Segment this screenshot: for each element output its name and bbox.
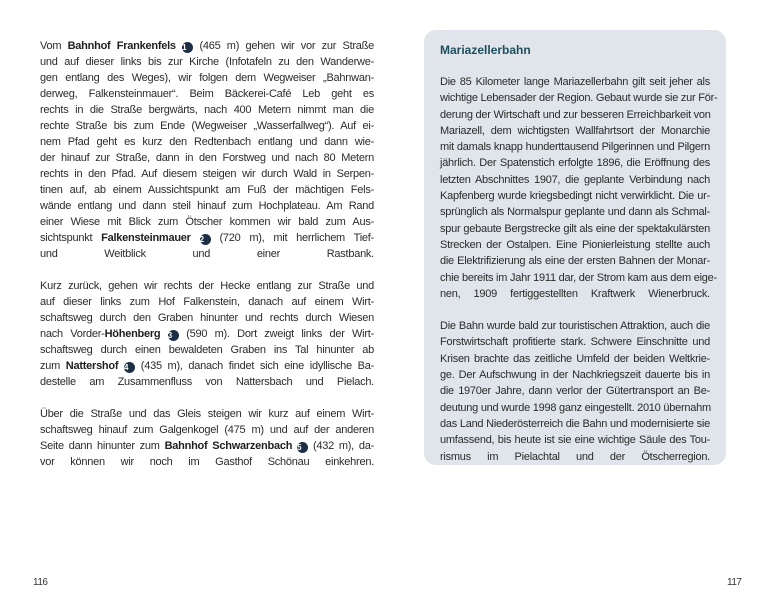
- text-segment: tinen auf, ab einem Aussichtspunkt am Fuß der mächtigen Fels-: [40, 184, 374, 196]
- text-segment: schaftsweg durch einen bewaldeten Graben ins Tal hinunter ab: [40, 344, 374, 356]
- text-line: [40, 214, 374, 230]
- text-line: [440, 107, 710, 123]
- text-line: [40, 102, 374, 118]
- text-segment: die 1970er Jahre, dann verlor der Gütertransport an Be-: [440, 385, 710, 398]
- text-line: [40, 438, 374, 454]
- text-segment: wände entlang und dann steil hinauf zum Hochplateau. Am Rand: [40, 200, 374, 212]
- text-segment: die Elektrifizierung als eine der ersten Bahnen der Monar-: [440, 255, 710, 268]
- text-segment: Die 85 Kilometer lange Mariazellerbahn gilt seit jeher als: [440, 76, 710, 88]
- text-segment: Kurz zurück, gehen wir rechts der Hecke entlang zur Straße und: [40, 280, 374, 292]
- text-segment: Mariazell, dem wichtigsten Wallfahrtsort der Monarchie: [440, 124, 710, 137]
- text-segment: Krisen brachte das zeitliche Umfeld der beiden Weltkrie-: [440, 352, 710, 365]
- text-line: [440, 351, 710, 367]
- text-line: [440, 286, 710, 302]
- text-segment: einer Wiese mit Blick zum Ötscher kommen wir bald zum Aus-: [40, 216, 374, 228]
- text-line: [40, 86, 374, 102]
- waypoint-number-marker: 3: [168, 330, 179, 341]
- text-segment: nach Vorder-: [40, 328, 105, 340]
- text-segment: letzten Abschnittes 1907, die geplante Verbindung nach: [440, 173, 710, 186]
- place-name: Bahnhof Frankenfels: [67, 40, 176, 52]
- page-number-right: 117: [727, 577, 742, 588]
- text-line: [440, 155, 710, 171]
- text-segment: Strecken der Ostalpen. Eine Pionierleistung stellte auch: [440, 238, 710, 251]
- text-line: [440, 367, 710, 383]
- text-segment: ge. Der Aufschwung in der Nachkriegszeit dauerte bis in: [440, 369, 710, 382]
- text-segment: spur gebaute Bergstrecke gilt als eine der spektakulärsten: [440, 222, 710, 235]
- text-segment: (432 m), da-: [308, 440, 374, 452]
- text-line: [40, 454, 374, 470]
- text-line: [440, 188, 710, 204]
- text-segment: derung der Wirtschaft und zur besseren Erreichbarkeit von: [440, 108, 711, 121]
- text-line: [440, 221, 710, 237]
- text-segment: derweg, Falkensteinmauer“. Beim Bäckerei-Café Leb geht es: [40, 88, 374, 100]
- text-segment: rechts in die Straße bergwärts, nach 400 Metern nimmt man die: [40, 104, 374, 116]
- waypoint-number-marker: 2: [200, 234, 211, 245]
- place-name: Nattershof: [65, 360, 119, 372]
- text-line: [440, 237, 710, 253]
- text-segment: nen, 1909 fertiggestellten Kraftwerk Wienerbruck.: [440, 287, 710, 300]
- text-line: [40, 150, 374, 166]
- text-segment: destelle am Zusammenfluss von Nattersbach und Pielach.: [40, 376, 374, 388]
- waypoint-number-marker: 4: [124, 362, 135, 373]
- text-segment: auf dieser links zum Hof Falkenstein, danach auf einem Wirt-: [40, 296, 374, 308]
- text-line: [440, 318, 710, 334]
- text-segment: wichtige Lebensader der Region. Gebaut wurde sie zur För-: [440, 92, 718, 105]
- text-line: [40, 278, 374, 294]
- text-segment: und Weitblick und einer Rastbank.: [40, 248, 374, 260]
- text-line: [440, 74, 710, 90]
- text-segment: (435 m), danach findet sich eine idyllische Ba-: [135, 360, 374, 372]
- text-line: [440, 123, 710, 139]
- text-segment: rismus im Pielachtal und der Ötscherregion.: [440, 450, 710, 463]
- place-name: Falkensteinmauer: [101, 232, 191, 244]
- text-line: [40, 374, 374, 390]
- text-segment: Über die Straße und das Gleis steigen wir kurz auf einem Wirt-: [40, 408, 374, 420]
- left-page-body: [40, 38, 374, 486]
- waypoint-number-marker: 1: [182, 42, 193, 53]
- text-segment: schaftsweg hinauf zum Galgenkogel (475 m) und auf der anderen: [40, 424, 374, 436]
- text-line: [440, 253, 710, 269]
- text-segment: [191, 232, 200, 244]
- text-line: [40, 358, 374, 374]
- text-segment: schaftsweg durch den Graben hinunter und rechts durch Wiesen: [40, 312, 374, 324]
- text-segment: Die Bahn wurde bald zur touristischen Attraktion, auch die: [440, 320, 710, 333]
- text-segment: umfassend, bis heute ist sie eine wichtige Säule des Tou-: [440, 434, 710, 447]
- text-line: [40, 182, 374, 198]
- text-line: [440, 334, 710, 350]
- text-line: [40, 198, 374, 214]
- text-line: [40, 294, 374, 310]
- text-segment: das Land Niederösterreich die Bahn und modernisierte sie: [440, 417, 710, 430]
- text-line: [40, 54, 374, 70]
- paragraph: [40, 38, 374, 262]
- text-line: [40, 310, 374, 326]
- text-line: [40, 70, 374, 86]
- text-line: [40, 326, 374, 342]
- paragraph: [40, 406, 374, 470]
- text-line: [440, 400, 710, 416]
- text-line: [40, 422, 374, 438]
- page-number-left: 116: [33, 577, 48, 588]
- text-segment: rechte Straße bis zum Ende (Wegweiser „Wasserfallweg“). Auf ei-: [40, 120, 374, 132]
- text-line: [40, 230, 374, 246]
- text-line: [440, 416, 710, 432]
- text-segment: und auf dieser links bis zur Kirche (Infotafeln zu den Wanderwe-: [40, 56, 374, 68]
- text-segment: rechts in den Pfad. Auf diesem steigen wir durch Wald in Serpen-: [40, 168, 374, 180]
- text-segment: zum: [40, 360, 66, 372]
- place-name: Bahnhof Schwarzenbach: [164, 440, 293, 452]
- text-segment: Kapfenberg wurde kriegsbedingt nicht verwirklicht. Die ur-: [440, 190, 710, 203]
- text-line: [440, 449, 710, 465]
- text-line: [40, 166, 374, 182]
- info-box-mariazellerbahn: [424, 30, 726, 465]
- waypoint-number-marker: 5: [297, 442, 308, 453]
- text-line: [40, 406, 374, 422]
- text-segment: sichtspunkt: [40, 232, 102, 244]
- text-line: [440, 172, 710, 188]
- info-box-title: Mariazellerbahn: [440, 43, 531, 57]
- text-segment: mit damals knapp hunderttausend Pilgerinnen und Pilgern: [440, 141, 710, 154]
- text-segment: chie bereits im Jahr 1911 dar, der Strom kam aus dem eige-: [440, 271, 717, 284]
- text-segment: vor können wir noch im Gasthof Schönau einkehren.: [40, 456, 374, 468]
- text-segment: nem Pfad geht es kurz den Redtenbach entlang und dann wie-: [40, 136, 374, 148]
- text-segment: jährlich. Der Spatenstich erfolgte 1896, die Eröffnung des: [440, 157, 710, 170]
- text-segment: Vom: [40, 40, 68, 52]
- text-segment: deutung und wurde 1998 ganz eingestellt. 2010 übernahm: [440, 401, 711, 414]
- text-line: [40, 246, 374, 262]
- text-segment: (465 m) gehen wir vor zur Straße: [193, 40, 374, 52]
- text-line: [440, 270, 717, 286]
- text-line: [440, 204, 710, 220]
- text-segment: Seite dann hinunter zum: [40, 440, 165, 452]
- text-line: [40, 38, 374, 54]
- text-segment: (720 m), mit herrlichem Tief-: [210, 232, 374, 244]
- place-name: Höhenberg: [104, 328, 161, 340]
- text-segment: der hinauf zur Straße, dann in den Forstweg und nach 80 Metern: [40, 152, 374, 164]
- text-segment: (590 m). Dort zweigt links der Wirt-: [178, 328, 375, 340]
- paragraph: [440, 318, 710, 465]
- text-line: [440, 90, 718, 106]
- text-line: [40, 118, 374, 134]
- text-line: [440, 432, 710, 448]
- text-segment: [160, 328, 167, 340]
- info-box-body: [440, 74, 718, 465]
- paragraph: [40, 278, 374, 390]
- paragraph: [440, 74, 718, 302]
- text-segment: Forstwirtschaft profitierte stark. Schwere Einschnitte und: [440, 336, 710, 349]
- text-line: [40, 134, 374, 150]
- text-line: [440, 383, 710, 399]
- text-line: [440, 139, 710, 155]
- text-line: [40, 342, 374, 358]
- text-segment: sprünglich als Normalspur geplante und dann als Schmal-: [440, 206, 710, 219]
- text-segment: gen entlang des Weges), wir folgen dem Wegweiser „Bahnwan-: [40, 72, 374, 84]
